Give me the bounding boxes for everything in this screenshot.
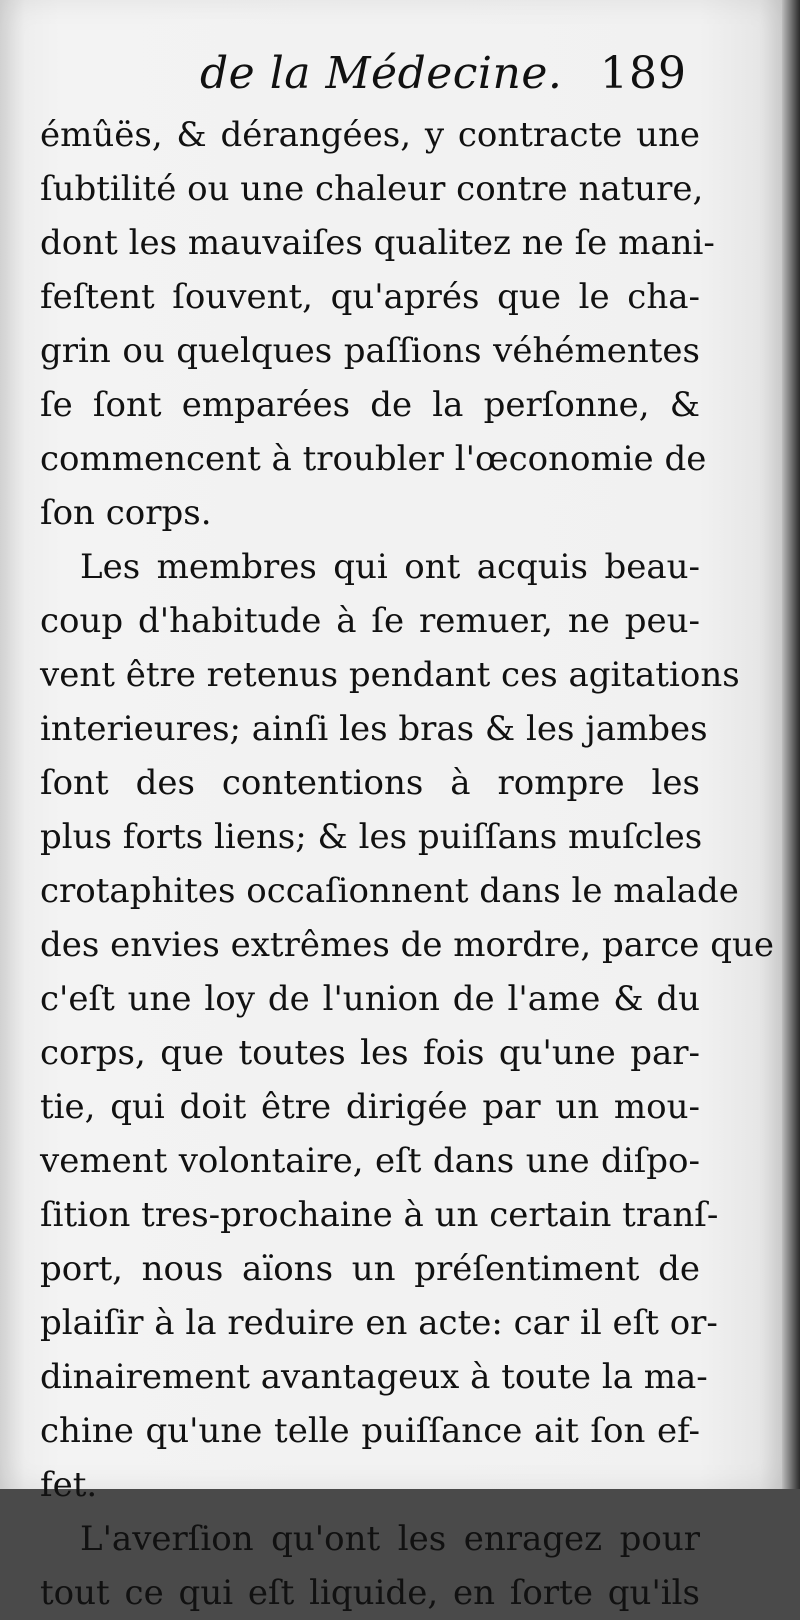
text-line: ſon corps. (40, 493, 212, 533)
text-line: vent être retenus pendant ces agitations (40, 655, 740, 695)
text-line: feſtent ſouvent, qu'aprés que le cha- (40, 277, 700, 317)
running-title: de la Médecine. (200, 48, 563, 99)
text-line: plaiſir à la reduire en acte: car il eſt or- (40, 1303, 718, 1343)
text-line: port, nous aïons un préſentiment de (40, 1249, 700, 1289)
text-line: grin ou quelques paſſions véhémentes (40, 331, 700, 371)
page-number: 189 (600, 48, 687, 99)
running-head (0, 48, 740, 108)
text-line: ſont des contentions à rompre les (40, 763, 700, 803)
text-line: ſe ſont emparées de la perſonne, & (40, 385, 700, 425)
paragraph-start-line: Les membres qui ont acquis beau- (80, 547, 700, 587)
text-line: coup d'habitude à ſe remuer, ne peu- (40, 601, 700, 641)
page-edge-shadow (782, 0, 800, 1489)
text-line: vement volontaire, eſt dans une diſpo- (40, 1141, 700, 1181)
text-line: des envies extrêmes de mordre, parce que (40, 925, 775, 965)
text-line: fet. (40, 1465, 98, 1505)
text-line: crotaphites occaſionnent dans le malade (40, 871, 739, 911)
text-line: corps, que toutes les fois qu'une par- (40, 1033, 700, 1073)
paragraph-start-line: L'averſion qu'ont les enragez pour (80, 1519, 700, 1559)
text-line: ſubtilité ou une chaleur contre nature, (40, 169, 704, 209)
text-line: plus forts liens; & les puiſſans muſcles (40, 817, 703, 857)
text-line: tie, qui doit être dirigée par un mou- (40, 1087, 700, 1127)
text-line: interieures; ainſi les bras & les jambes (40, 709, 708, 749)
text-line: chine qu'une telle puiſſance ait ſon ef- (40, 1411, 700, 1451)
text-line: tout ce qui eſt liquide, en ſorte qu'ils (40, 1573, 700, 1613)
body-text (40, 108, 775, 1620)
text-line: commencent à troubler l'œconomie de (40, 439, 707, 479)
text-line: émûës, & dérangées, y contracte une (40, 115, 700, 155)
text-line: ſition tres-prochaine à un certain tranſ- (40, 1195, 719, 1235)
text-line: c'eſt une loy de l'union de l'ame & du (40, 979, 700, 1019)
text-line: dinairement avantageux à toute la ma- (40, 1357, 708, 1397)
text-line: dont les mauvaiſes qualitez ne ſe mani- (40, 223, 715, 263)
